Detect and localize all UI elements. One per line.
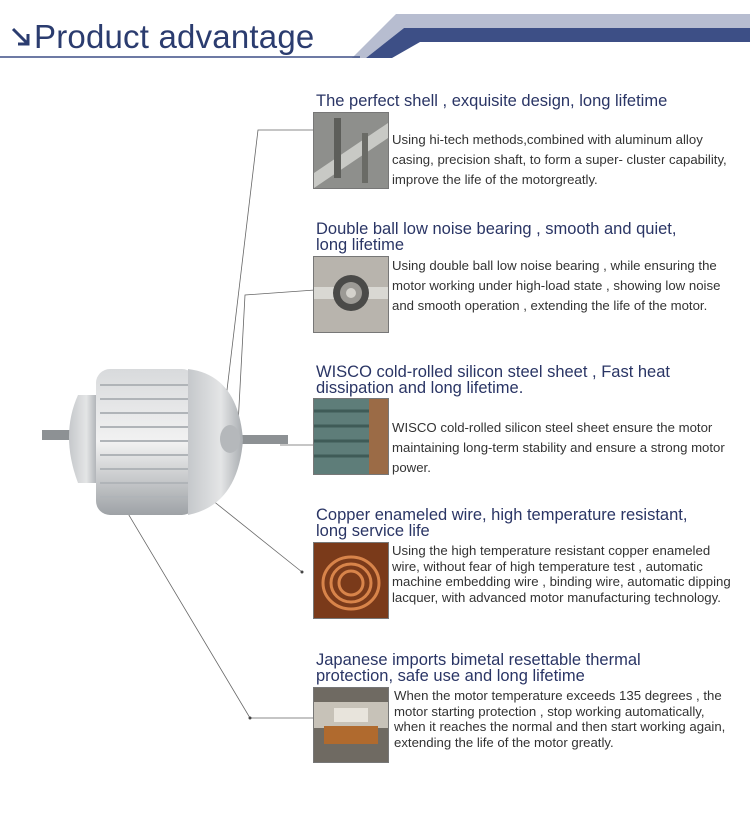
- feature-4-title: Copper enameled wire, high temperature resistant,: [316, 506, 688, 524]
- feature-5-title-line2: protection, safe use and long lifetime: [316, 667, 585, 685]
- feature-4-body: Using the high temperature resistant copper enameled wire, without fear of high temperature test , automatic machine embedding wire , binding wire, automatic dipping lacquer, with advanced motor manufacturing technology.: [392, 543, 731, 605]
- feature-2-title: Double ball low noise bearing , smooth and quiet,: [316, 220, 677, 238]
- stator-core-photo: [313, 398, 389, 475]
- motor-photo: [38, 355, 290, 520]
- feature-3-title: WISCO cold-rolled silicon steel sheet , Fast heat: [316, 363, 670, 381]
- feature-4-title-line2: long service life: [316, 522, 430, 540]
- ball-bearing-photo: [313, 256, 389, 333]
- feature-2-body: Using double ball low noise bearing , while ensuring the motor working under high-load state , showing low noise and smooth operation , extending the life of the motor.: [392, 258, 721, 313]
- copper-winding-photo: [313, 542, 389, 619]
- aluminum-shell-shaft-photo: [313, 112, 389, 189]
- feature-3-body: WISCO cold-rolled silicon steel sheet ensure the motor maintaining long-term stability and ensure a strong motor power.: [392, 420, 725, 475]
- feature-1-title: The perfect shell , exquisite design, long lifetime: [316, 92, 668, 110]
- thermal-protector-photo: [313, 687, 389, 763]
- feature-3-title-line2: dissipation and long lifetime.: [316, 379, 524, 397]
- feature-5-body: When the motor temperature exceeds 135 degrees , the motor starting protection , stop working automatically, when it reaches the normal and then start working again, extending the life of the motor greatly.: [394, 688, 726, 750]
- feature-2-title-line2: long lifetime: [316, 236, 405, 254]
- feature-5-title: Japanese imports bimetal resettable thermal: [316, 651, 641, 669]
- page-title: Product advantage: [34, 18, 315, 55]
- feature-1-body: Using hi-tech methods,combined with aluminum alloy casing, precision shaft, to form a super- cluster capability, improve the life of the motorgreatly.: [392, 132, 727, 187]
